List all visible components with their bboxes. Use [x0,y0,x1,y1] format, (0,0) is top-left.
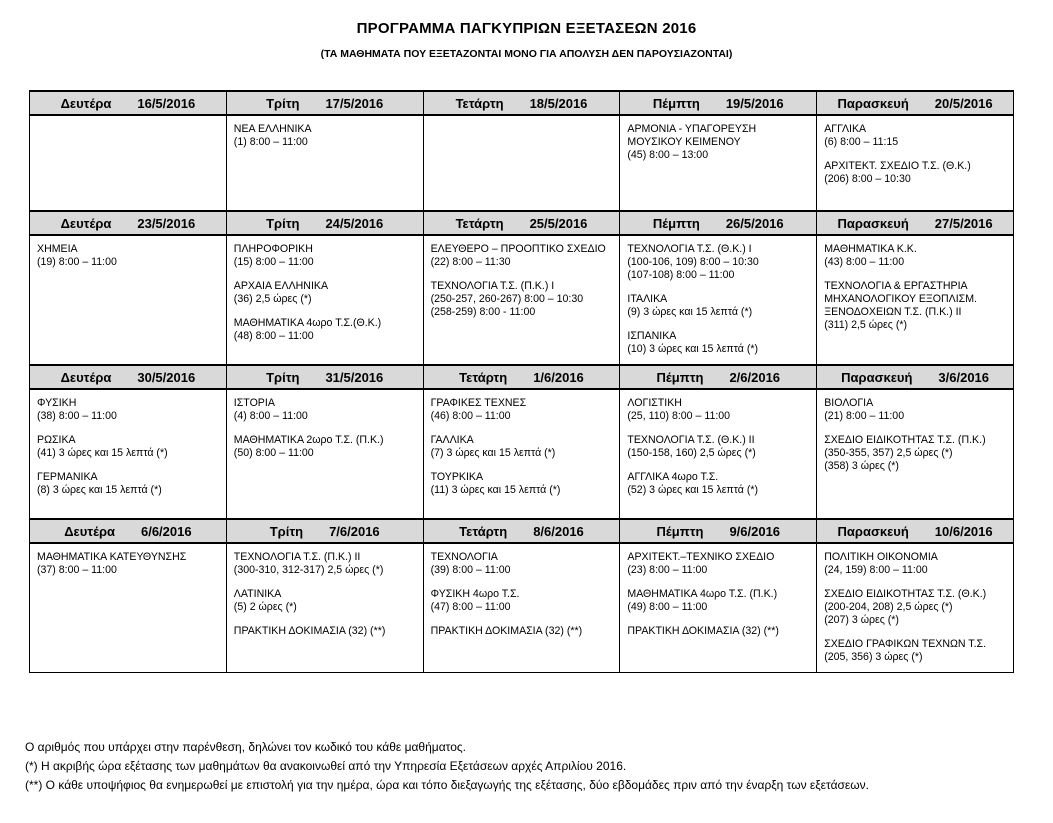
week-header-row [30,519,1014,543]
week-content-row [30,235,1014,365]
exam-subject: ΡΩΣΙΚΑ [37,434,76,446]
exam-entry [37,397,220,423]
day-date: 30/5/2016 [137,369,196,385]
day-header [620,91,817,115]
day-name: Δευτέρα [64,523,115,539]
exam-entry [824,243,1007,269]
day-cell-content [424,236,620,323]
exam-subject: ΤΕΧΝΟΛΟΓΙΑ Τ.Σ. (Θ.Κ.) Ι [627,243,752,255]
day-cell-content [227,544,423,642]
exam-subject: ΤΕΧΝΟΛΟΓΙΑ Τ.Σ. (Θ.Κ.) ΙΙ [627,434,755,446]
day-date: 18/5/2016 [529,95,588,111]
exam-code-time: (250-257, 260-267) 8:00 – 10:30 (258-259) 8:00 - 11:00 [430,293,584,318]
day-cell-content [30,390,226,501]
day-name: Παρασκευή [837,215,909,231]
exam-subject: ΒΙΟΛΟΓΙΑ [824,397,874,409]
exam-subject: ΛΟΓΙΣΤΙΚΗ [627,397,682,409]
day-cell [423,543,620,673]
exam-subject: ΧΗΜΕΙΑ [37,243,78,255]
week-content-row [30,115,1014,211]
exam-subject: ΑΓΓΛΙΚΑ [824,123,867,135]
day-cell-content [30,544,226,581]
exam-entry [824,638,1007,664]
exam-code-time: (47) 8:00 – 11:00 [430,601,511,613]
exam-entry [627,434,810,460]
day-date: 31/5/2016 [325,369,384,385]
day-cell [620,235,817,365]
exam-subject: ΠΛΗΡΟΦΟΡΙΚΗ [233,243,313,255]
day-name: Τετάρτη [459,523,508,539]
exam-subject: ΤΕΧΝΟΛΟΓΙΑ Τ.Σ. (Π.Κ.) Ι [430,280,555,292]
footnote-single-asterisk: (*) Η ακριβής ώρα εξέτασης των μαθημάτων θα ανακοινωθεί από την Υπηρεσία Εξετάσεων αρχές Απριλίου 2016. [25,759,627,773]
day-cell-content [424,544,620,642]
day-cell-content [817,390,1013,477]
exam-code-time: (43) 8:00 – 11:00 [824,256,905,268]
exam-code-time: (7) 3 ώρες και 15 λεπτά (*) [430,447,556,459]
day-name: Δευτέρα [60,215,112,231]
exam-entry [824,551,1007,577]
day-header [30,365,227,389]
exam-code-time: (8) 3 ώρες και 15 λεπτά (*) [37,484,162,496]
day-header [226,519,423,543]
day-cell [423,235,620,365]
exam-entry [234,243,417,269]
exam-subject: ΠΡΑΚΤΙΚΗ ΔΟΚΙΜΑΣΙΑ (32) (**) [233,625,386,637]
exam-code-time: (350-355, 357) 2,5 ώρες (*) (358) 3 ώρες (*) [824,447,953,472]
day-cell-content [227,390,423,464]
day-date: 16/5/2016 [137,95,196,111]
exam-subject: ΛΑΤΙΝΙΚΑ [233,588,282,600]
exam-code-time: (37) 8:00 – 11:00 [37,564,117,576]
day-cell-content [620,236,816,360]
exam-entry [431,434,614,460]
week-header-row [30,91,1014,115]
day-header [30,91,227,115]
exam-entry [627,243,810,282]
day-name: Πέμπτη [656,369,704,385]
exam-subject: ΑΡΜΟΝΙΑ - ΥΠΑΓΟΡΕΥΣΗ ΜΟΥΣΙΚΟΥ ΚΕΙΜΕΝΟΥ [627,123,757,148]
exam-entry [234,397,417,423]
day-name: Τρίτη [266,215,300,231]
exam-entry [234,434,417,460]
day-cell-content [817,116,1013,190]
day-date: 17/5/2016 [325,95,384,111]
exam-entry [37,434,220,460]
day-cell [423,115,620,211]
exam-code-time: (6) 8:00 – 11:15 [824,136,899,148]
day-cell-content [620,116,816,166]
exam-subject: ΤΕΧΝΟΛΟΓΙΑ & ΕΡΓΑΣΤΗΡΙΑ ΜΗΧΑΝΟΛΟΓΙΚΟΥ ΕΞΟΠΛΙΣΜ. ΞΕΝΟΔΟΧΕΙΩΝ Τ.Σ. (Π.Κ.) ΙΙ [824,280,977,318]
exam-subject: ΜΑΘΗΜΑΤΙΚΑ 2ωρο Τ.Σ. (Π.Κ.) [233,434,384,446]
day-name: Τετάρτη [455,95,504,111]
exam-entry [431,280,614,319]
day-name: Τετάρτη [455,215,504,231]
day-date: 2/6/2016 [729,369,781,385]
exam-code-time: (205, 356) 3 ώρες (*) [824,651,923,663]
day-cell [30,115,227,211]
day-cell [226,389,423,519]
exam-subject: ΜΑΘΗΜΑΤΙΚΑ 4ωρο Τ.Σ.(Θ.Κ.) [233,317,382,329]
exam-subject: ΝΕΑ ΕΛΛΗΝΙΚΑ [233,123,312,135]
day-name: Παρασκευή [837,95,909,111]
exam-subject: ΙΣΤΟΡΙΑ [233,397,275,409]
day-cell-content [620,390,816,501]
exam-code-time: (311) 2,5 ώρες (*) [824,319,907,331]
exam-code-time: (50) 8:00 – 11:00 [233,447,314,459]
week-header-row [30,365,1014,389]
day-header [817,519,1014,543]
day-header [620,365,817,389]
exam-code-time: (22) 8:00 – 11:30 [430,256,511,268]
exam-entry [234,317,417,343]
exam-code-time: (200-204, 208) 2,5 ώρες (*) (207) 3 ώρες (*) [824,601,953,626]
exam-code-time: (45) 8:00 – 13:00 [627,149,709,161]
exam-subject: ΠΡΑΚΤΙΚΗ ΔΟΚΙΜΑΣΙΑ (32) (**) [430,625,583,637]
day-cell-content [30,236,226,273]
day-cell [620,543,817,673]
day-cell [620,389,817,519]
day-cell-content [817,544,1013,668]
day-cell-content [424,116,620,127]
exam-code-time: (48) 8:00 – 11:00 [233,330,314,342]
day-name: Παρασκευή [841,369,913,385]
exam-code-time: (10) 3 ώρες και 15 λεπτά (*) [627,343,759,355]
exam-code-time: (5) 2 ώρες (*) [233,601,297,613]
exam-entry [431,588,614,614]
exam-entry [37,471,220,497]
exam-subject: ΓΕΡΜΑΝΙΚΑ [37,471,98,483]
exam-subject: ΣΧΕΔΙΟ ΕΙΔΙΚΟΤΗΤΑΣ Τ.Σ. (Π.Κ.) [824,434,986,446]
exam-subject: ΙΣΠΑΝΙΚΑ [627,330,677,342]
exam-code-time: (1) 8:00 – 11:00 [233,136,308,148]
day-date: 10/6/2016 [934,523,993,539]
day-name: Πέμπτη [652,95,700,111]
exam-entry [431,471,614,497]
exam-code-time: (150-158, 160) 2,5 ώρες (*) [627,447,756,459]
page-title: ΠΡΟΓΡΑΜΜΑ ΠΑΓΚΥΠΡΙΩΝ ΕΞΕΤΑΣΕΩΝ 2016 [356,20,697,37]
day-date: 25/5/2016 [529,215,588,231]
exam-code-time: (23) 8:00 – 11:00 [627,564,708,576]
exam-entry [627,397,810,423]
exam-entry [431,397,614,423]
exam-entry [824,588,1007,627]
exam-entry [824,280,1007,332]
exam-entry [234,551,417,577]
exam-entry [37,243,220,269]
day-cell-content [620,544,816,642]
day-cell-content [227,116,423,153]
exam-subject: ΑΡΧΙΤΕΚΤ. ΣΧΕΔΙΟ Τ.Σ. (Θ.Κ.) [824,160,971,172]
day-name: Τρίτη [266,369,300,385]
exam-subject: ΜΑΘΗΜΑΤΙΚΑ 4ωρο Τ.Σ. (Π.Κ.) [627,588,778,600]
exam-code-time: (38) 8:00 – 11:00 [37,410,117,422]
exam-code-time: (36) 2,5 ώρες (*) [233,293,312,305]
day-header [226,365,423,389]
exam-code-time: (15) 8:00 – 11:00 [233,256,314,268]
day-header [817,211,1014,235]
day-date: 6/6/2016 [140,523,192,539]
day-date: 26/5/2016 [725,215,784,231]
exam-entry [627,551,810,577]
page-subtitle: (ΤΑ ΜΑΘΗΜΑΤΑ ΠΟΥ ΕΞΕΤΑΖΟΝΤΑΙ ΜΟΝΟ ΓΙΑ ΑΠΟΛΥΣΗ ΔΕΝ ΠΑΡΟΥΣΙΑΖΟΝΤΑΙ) [320,48,733,60]
exam-entry [627,588,810,614]
day-date: 27/5/2016 [934,215,993,231]
exam-code-time: (52) 3 ώρες και 15 λεπτά (*) [627,484,759,496]
exam-subject: ΦΥΣΙΚΗ 4ωρο Τ.Σ. [430,588,520,600]
exam-code-time: (24, 159) 8:00 – 11:00 [824,564,928,576]
day-header [817,365,1014,389]
day-cell [226,235,423,365]
exam-subject: ΑΡΧΑΙΑ ΕΛΛΗΝΙΚΑ [233,280,329,292]
week-content-row [30,543,1014,673]
week-header-row [30,211,1014,235]
exam-subject: ΜΑΘΗΜΑΤΙΚΑ Κ.Κ. [824,243,917,255]
day-name: Πέμπτη [656,523,704,539]
exam-subject: ΠΟΛΙΤΙΚΗ ΟΙΚΟΝΟΜΙΑ [824,551,938,563]
exam-entry [824,160,1007,186]
exam-entry [824,434,1007,473]
exam-code-time: (49) 8:00 – 11:00 [627,601,708,613]
day-name: Τετάρτη [459,369,508,385]
day-cell-content [817,236,1013,336]
exam-code-time: (4) 8:00 – 11:00 [233,410,308,422]
exam-subject: ΙΤΑΛΙΚΑ [627,293,668,305]
day-header [30,211,227,235]
day-cell [30,389,227,519]
exam-code-time: (9) 3 ώρες και 15 λεπτά (*) [627,306,753,318]
exam-code-time: (206) 8:00 – 10:30 [824,173,911,185]
exam-subject: ΕΛΕΥΘΕΡΟ – ΠΡΟΟΠΤΙΚΟ ΣΧΕΔΙΟ [430,243,606,255]
day-header [423,91,620,115]
exam-subject: ΠΡΑΚΤΙΚΗ ΔΟΚΙΜΑΣΙΑ (32) (**) [627,625,779,637]
exam-code-time: (11) 3 ώρες και 15 λεπτά (*) [430,484,561,496]
day-header [817,91,1014,115]
exam-code-time: (25, 110) 8:00 – 11:00 [627,410,731,422]
day-date: 3/6/2016 [938,369,990,385]
exam-entry [234,588,417,614]
exam-entry [627,471,810,497]
exam-subject: ΑΡΧΙΤΕΚΤ.–ΤΕΧΝΙΚΟ ΣΧΕΔΙΟ [627,551,775,563]
day-header [30,519,227,543]
exam-code-time: (300-310, 312-317) 2,5 ώρες (*) [233,564,384,576]
day-date: 9/6/2016 [729,523,781,539]
exam-subject: ΑΓΓΛΙΚΑ 4ωρο Τ.Σ. [627,471,719,483]
exam-entry [824,123,1007,149]
day-date: 8/6/2016 [533,523,584,539]
day-header [226,91,423,115]
day-date: 20/5/2016 [934,95,993,111]
schedule-body [30,91,1014,673]
exam-entry [431,243,614,269]
exam-code-time: (39) 8:00 – 11:00 [430,564,511,576]
exam-code-time: (41) 3 ώρες και 15 λεπτά (*) [37,447,168,459]
exam-subject: ΤΕΧΝΟΛΟΓΙΑ [430,551,498,563]
day-cell [30,543,227,673]
exam-subject: ΣΧΕΔΙΟ ΕΙΔΙΚΟΤΗΤΑΣ Τ.Σ. (Θ.Κ.) [824,588,987,600]
exam-subject: ΓΡΑΦΙΚΕΣ ΤΕΧΝΕΣ [430,397,527,409]
day-cell [817,115,1014,211]
exam-entry [627,123,810,162]
day-cell [226,543,423,673]
exam-entry [37,551,220,577]
day-name: Τρίτη [269,523,304,539]
day-cell [817,235,1014,365]
footnote-double-asterisk: (**) Ο κάθε υποψήφιος θα ενημερωθεί με επιστολή για την ημέρα, ώρα και τόπο διεξαγωγής της εξέτασης, δύο εβδομάδες πριν από την έναρξη των εξετάσεων. [25,778,869,792]
exam-entry [431,625,614,638]
day-name: Δευτέρα [60,369,112,385]
day-date: 24/5/2016 [325,215,384,231]
exam-subject: ΦΥΣΙΚΗ [37,397,77,409]
exam-schedule-table [29,90,1014,673]
exam-entry [234,280,417,306]
day-cell [817,543,1014,673]
day-header [423,365,620,389]
day-name: Πέμπτη [652,215,700,231]
exam-entry [627,330,810,356]
exam-subject: ΜΑΘΗΜΑΤΙΚΑ ΚΑΤΕΥΘΥΝΣΗΣ [37,551,187,563]
exam-entry [234,625,417,638]
day-cell [226,115,423,211]
exam-code-time: (46) 8:00 – 11:00 [430,410,511,422]
exam-subject: ΣΧΕΔΙΟ ΓΡΑΦΙΚΩΝ ΤΕΧΝΩΝ Τ.Σ. [824,638,987,650]
footnote-code-note: Ο αριθμός που υπάρχει στην παρένθεση, δηλώνει τον κωδικό του κάθε μαθήματος. [25,740,466,754]
day-cell-content [30,116,226,127]
exam-subject: ΤΟΥΡΚΙΚΑ [430,471,484,483]
day-date: 19/5/2016 [725,95,784,111]
exam-subject: ΓΑΛΛΙΚΑ [430,434,474,446]
week-content-row [30,389,1014,519]
day-date: 23/5/2016 [137,215,196,231]
day-cell [817,389,1014,519]
exam-code-time: (21) 8:00 – 11:00 [824,410,905,422]
exam-entry [627,293,810,319]
day-date: 7/6/2016 [329,523,380,539]
day-cell-content [227,236,423,347]
day-name: Τρίτη [266,95,300,111]
exam-code-time: (19) 8:00 – 11:00 [37,256,117,268]
day-date: 1/6/2016 [533,369,584,385]
exam-entry [627,625,810,638]
day-cell [30,235,227,365]
day-name: Παρασκευή [837,523,909,539]
day-header [423,519,620,543]
exam-entry [234,123,417,149]
day-name: Δευτέρα [60,95,112,111]
day-header [423,211,620,235]
day-header [620,211,817,235]
exam-entry [431,551,614,577]
exam-subject: ΤΕΧΝΟΛΟΓΙΑ Τ.Σ. (Π.Κ.) ΙΙ [233,551,361,563]
footnotes [25,738,869,795]
day-cell [620,115,817,211]
day-header [226,211,423,235]
exam-entry [824,397,1007,423]
day-header [620,519,817,543]
day-cell [423,389,620,519]
exam-code-time: (100-106, 109) 8:00 – 10:30 (107-108) 8:00 – 11:00 [627,256,759,281]
day-cell-content [424,390,620,501]
